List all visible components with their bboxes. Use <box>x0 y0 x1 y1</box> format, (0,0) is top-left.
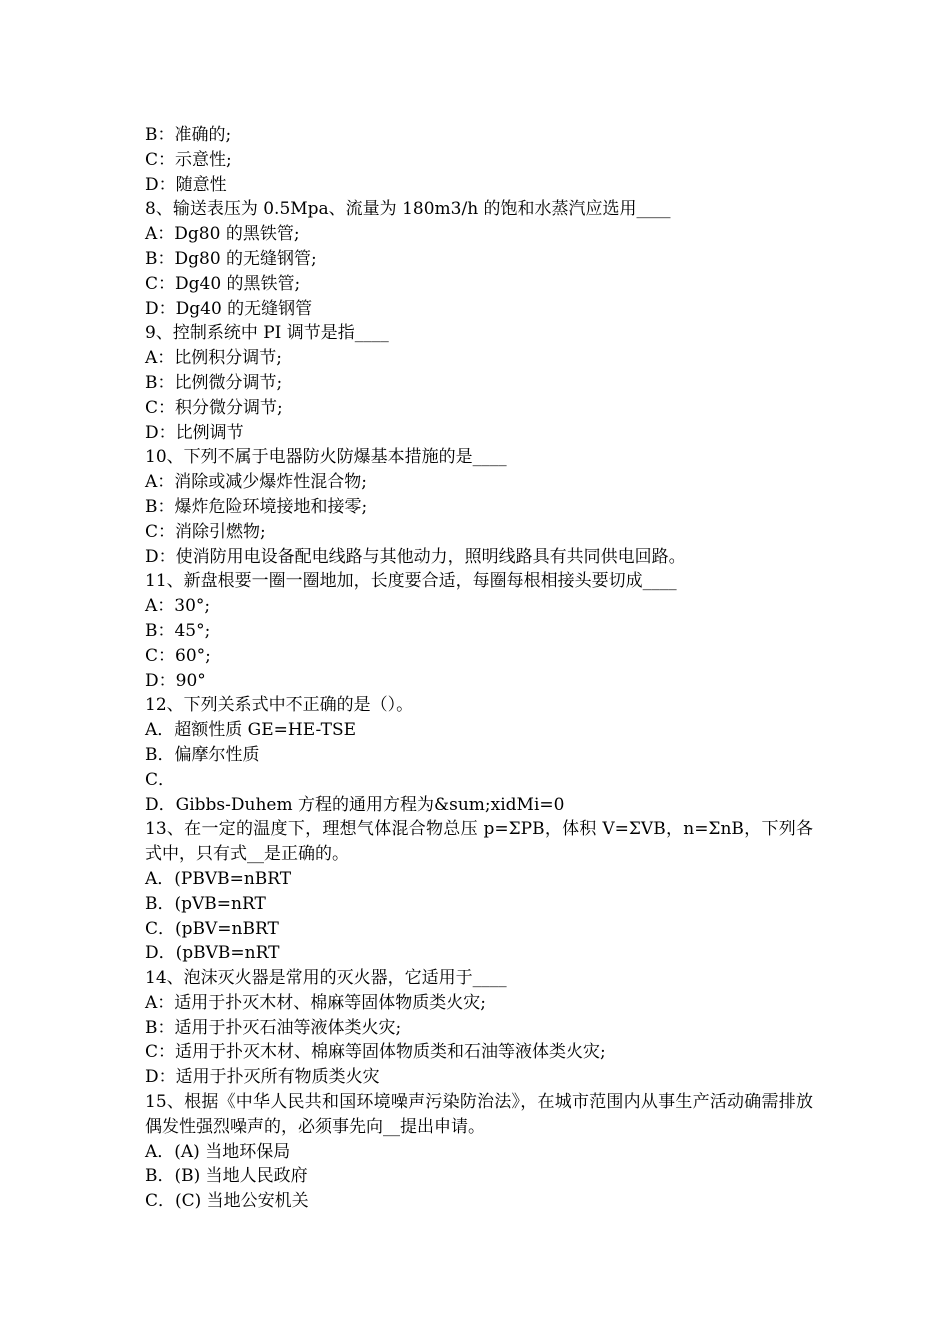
question-11: 11、新盘根要一圈一圈地加，长度要合适，每圈每根相接头要切成____ <box>145 571 677 592</box>
option-a-q12: A．超额性质 GE=HE-TSE <box>145 720 356 741</box>
option-a-q8: A：Dg80 的黑铁管; <box>145 224 300 245</box>
option-c-q9: C：积分微分调节; <box>145 397 283 418</box>
option-d-q7: D：随意性 <box>145 174 227 195</box>
question-15: 15、根据《中华人民共和国环境噪声污染防治法》，在城市范围内从事生产活动确需排放偶发性强烈噪声的，必须事先向__提出申请。 <box>145 1092 813 1137</box>
option-a-q9: A：比例积分调节; <box>145 348 283 369</box>
option-c-q11: C：60°; <box>145 645 211 666</box>
option-d-q12: D．Gibbs-Duhem 方程的通用方程为&sum;xidMi=0 <box>145 794 565 815</box>
option-b-q12: B．偏摩尔性质 <box>145 744 260 765</box>
option-a-q13: A．(PBVB=nBRT <box>145 868 292 889</box>
question-9: 9、控制系统中 PI 调节是指____ <box>145 323 389 344</box>
option-b-q11: B：45°; <box>145 620 211 641</box>
option-b-q7: B：准确的; <box>145 125 232 145</box>
option-c-q8: C：Dg40 的黑铁管; <box>145 273 301 294</box>
option-c-q12: C． <box>145 769 176 790</box>
option-c-q14: C：适用于扑灭木材、棉麻等固体物质类和石油等液体类火灾; <box>145 1042 606 1063</box>
option-d-q10: D：使消防用电设备配电线路与其他动力，照明线路具有共同供电回路。 <box>145 546 686 567</box>
option-a-q11: A：30°; <box>145 596 211 617</box>
option-d-q14: D：适用于扑灭所有物质类火灾 <box>145 1067 380 1088</box>
option-d-q8: D：Dg40 的无缝钢管 <box>145 298 313 319</box>
option-c-q7: C：示意性; <box>145 149 232 170</box>
question-12: 12、下列关系式中不正确的是（）。 <box>145 695 414 716</box>
option-b-q8: B：Dg80 的无缝钢管; <box>145 248 317 269</box>
option-d-q11: D：90° <box>145 670 206 691</box>
option-c-q15: C．(C) 当地公安机关 <box>145 1191 309 1212</box>
question-10: 10、下列不属于电器防火防爆基本措施的是____ <box>145 447 507 468</box>
option-b-q15: B．(B) 当地人民政府 <box>145 1166 308 1187</box>
option-b-q13: B．(pVB=nRT <box>145 893 266 914</box>
question-8: 8、输送表压为 0.5Mpa、流量为 180m3/h 的饱和水蒸汽应选用____ <box>145 199 671 220</box>
document-body <box>145 123 813 1214</box>
option-b-q14: B：适用于扑灭石油等液体类火灾; <box>145 1017 402 1038</box>
option-a-q15: A．(A) 当地环保局 <box>145 1141 291 1162</box>
question-13: 13、在一定的温度下，理想气体混合物总压 p=ΣPB，体积 V=ΣVB，n=ΣnB，下列各式中，只有式__是正确的。 <box>145 819 813 865</box>
option-a-q14: A：适用于扑灭木材、棉麻等固体物质类火灾; <box>145 992 487 1013</box>
option-b-q9: B：比例微分调节; <box>145 372 283 393</box>
option-d-q13: D．(pBVB=nRT <box>145 943 280 964</box>
question-14: 14、泡沫灭火器是常用的灭火器，它适用于____ <box>145 968 507 989</box>
option-c-q10: C：消除引燃物; <box>145 521 266 542</box>
option-d-q9: D：比例调节 <box>145 422 244 443</box>
option-b-q10: B：爆炸危险环境接地和接零; <box>145 496 368 517</box>
option-c-q13: C．(pBV=nBRT <box>145 918 279 939</box>
option-a-q10: A：消除或减少爆炸性混合物; <box>145 472 368 493</box>
